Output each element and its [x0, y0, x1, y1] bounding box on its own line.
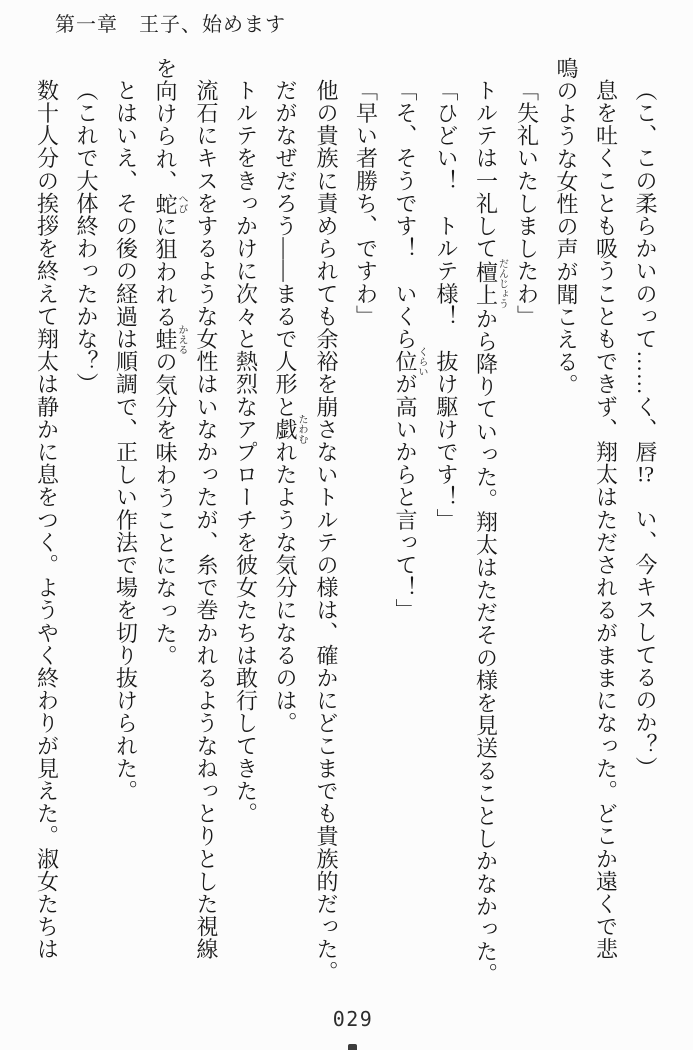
tate-chu-yoko: !?: [636, 463, 655, 486]
text-line: トルテは一礼して檀上だんじょうから降りていった。翔太はただその様を見送ることしかなかった。: [473, 79, 508, 986]
text-line: を向けられ、蛇へびに狙われる蛙かえるの気分を味わうことになった。: [153, 57, 187, 668]
text-line: 数十人分の挨拶を終えて翔太は静かに息をつく。ようやく終わりが見えた。淑女たちは: [34, 79, 60, 961]
text-line: 「早い者勝ち、ですわ」: [353, 79, 379, 328]
text-line: （これで大体終わったかな？）: [74, 79, 99, 396]
text-line: 鳴のような女性の声が聞こえる。: [554, 57, 579, 396]
text-line: トルテをきっかけに次々と熱烈なアプローチを彼女たちは敢行してきた。: [233, 79, 259, 825]
page-edge-mark: [348, 1044, 357, 1050]
text-line: 流石にキスをするような女性はいなかったが、糸で巻かれるようなねっとりとした視線: [194, 79, 219, 961]
text-line: 他の貴族に責められても余裕を崩さないトルテの様は、確かにどこまでも貴族的だった。: [314, 79, 339, 983]
ruby-annotated-word: 蛇へび: [153, 192, 187, 216]
text-line: （こ、この柔らかいのって……く、唇!? い、今キスしてるのか？）: [633, 79, 658, 780]
page-number: 029: [332, 1007, 374, 1031]
text-line: 「ひどい！ トルテ様！ 抜け駆けです！」: [434, 79, 459, 531]
text-line: だがなぜだろう――まるで人形と戯たわむれたような気分になるのは。: [273, 79, 307, 735]
ruby-annotated-word: 戯たわむ: [273, 414, 307, 445]
text-line: とはいえ、その後の経過は順調で、正しい作法で場を切り抜けられた。: [113, 79, 139, 803]
ruby-annotated-word: 蛙かえる: [153, 324, 187, 355]
text-line: 「失礼いたしましたわ」: [514, 79, 540, 328]
ruby-annotated-word: 位くらい: [393, 346, 427, 377]
page-text: [27, 57, 665, 993]
text-line: 「そ、そうです！ いくら位くらいが高いからと言って！」: [393, 79, 427, 622]
chapter-header: 第一章 王子、始めます: [55, 14, 286, 36]
ruby-annotated-word: 檀上だんじょう: [473, 258, 508, 309]
text-line: 息を吐くことも吸うこともできず、翔太はただされるがままになった。どこか遠くで悲: [593, 79, 619, 961]
